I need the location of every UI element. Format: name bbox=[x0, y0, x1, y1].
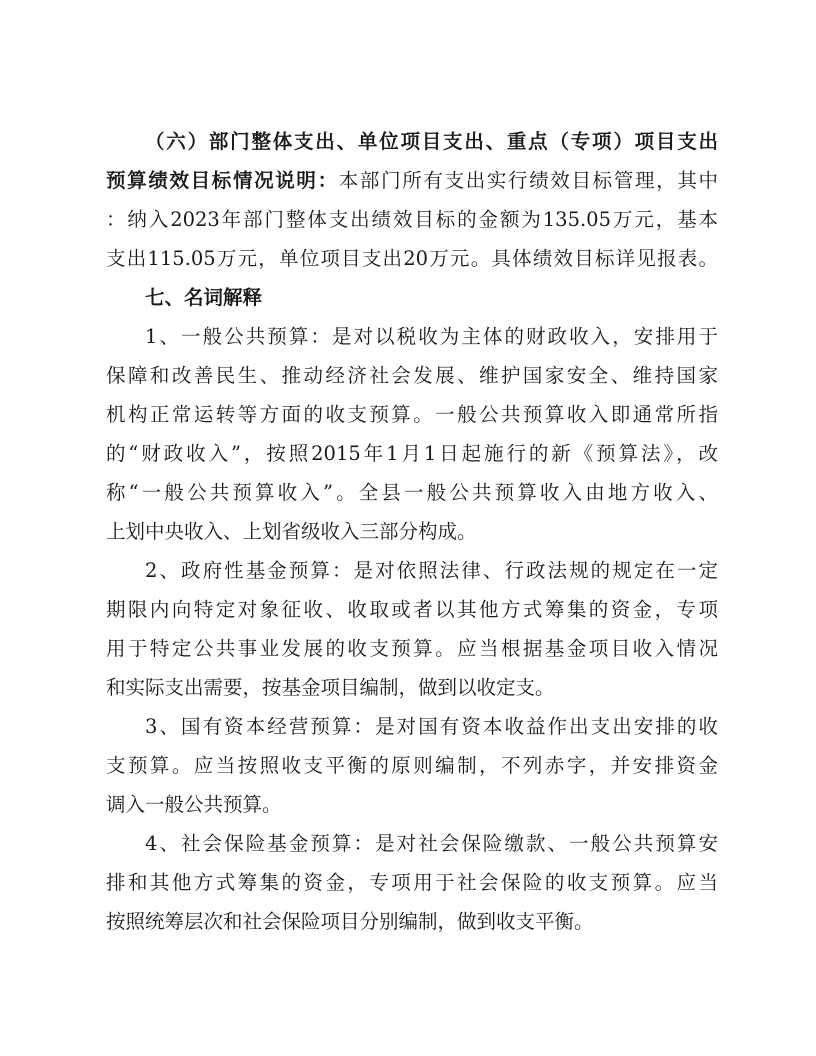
section6-line2-text: 本部门所有支出实行绩效目标管理，其中 bbox=[338, 169, 718, 192]
item1-line: 保障和改善民生、推动经济社会发展、维护国家安全、维持国家 bbox=[106, 364, 718, 387]
item3-line: 调入一般公共预算。 bbox=[106, 793, 282, 816]
item2-line: 和实际支出需要，按基金项目编制，做到以收定支。 bbox=[106, 676, 555, 699]
item4-line: 4、社会保险基金预算：是对社会保险缴款、一般公共预算安 bbox=[145, 832, 718, 855]
item2-line: 用于特定公共事业发展的收支预算。应当根据基金项目收入情况 bbox=[106, 637, 718, 660]
item2-line: 期限内向特定对象征收、收取或者以其他方式筹集的资金，专项 bbox=[106, 598, 718, 621]
item4-line: 按照统筹层次和社会保险项目分别编制，做到收支平衡。 bbox=[106, 910, 594, 933]
section6-heading-tail: 预算绩效目标情况说明： bbox=[106, 169, 339, 192]
item1-line: 称“一般公共预算收入”。全县一般公共预算收入由地方收入、 bbox=[106, 481, 718, 504]
section6-line4: 支出115.05万元，单位项目支出20万元。具体绩效目标详见报表。 bbox=[106, 247, 718, 270]
item3-line: 3、国有资本经营预算：是对国有资本收益作出支出安排的收 bbox=[145, 715, 718, 738]
document-body bbox=[106, 122, 718, 941]
item4-line: 排和其他方式筹集的资金，专项用于社会保险的收支预算。应当 bbox=[106, 871, 718, 894]
item1-line: 的“财政收入”，按照2015年1月1日起施行的新《预算法》，改 bbox=[106, 442, 718, 465]
section6-heading: （六）部门整体支出、单位项目支出、重点（专项）项目支出 bbox=[145, 130, 718, 153]
item1-line: 上划中央收入、上划省级收入三部分构成。 bbox=[106, 520, 477, 543]
item1-line: 机构正常运转等方面的收支预算。一般公共预算收入即通常所指 bbox=[106, 403, 718, 426]
item1-line: 1、一般公共预算：是对以税收为主体的财政收入，安排用于 bbox=[145, 325, 718, 348]
section6-line2 bbox=[106, 161, 718, 200]
item2-line: 2、政府性基金预算：是对依照法律、行政法规的规定在一定 bbox=[145, 559, 718, 582]
section7-heading: 七、名词解释 bbox=[145, 286, 263, 309]
section6-line3: ：纳入2023年部门整体支出绩效目标的金额为135.05万元，基本 bbox=[106, 208, 718, 231]
item3-line: 支预算。应当按照收支平衡的原则编制，不列赤字，并安排资金 bbox=[106, 754, 718, 777]
